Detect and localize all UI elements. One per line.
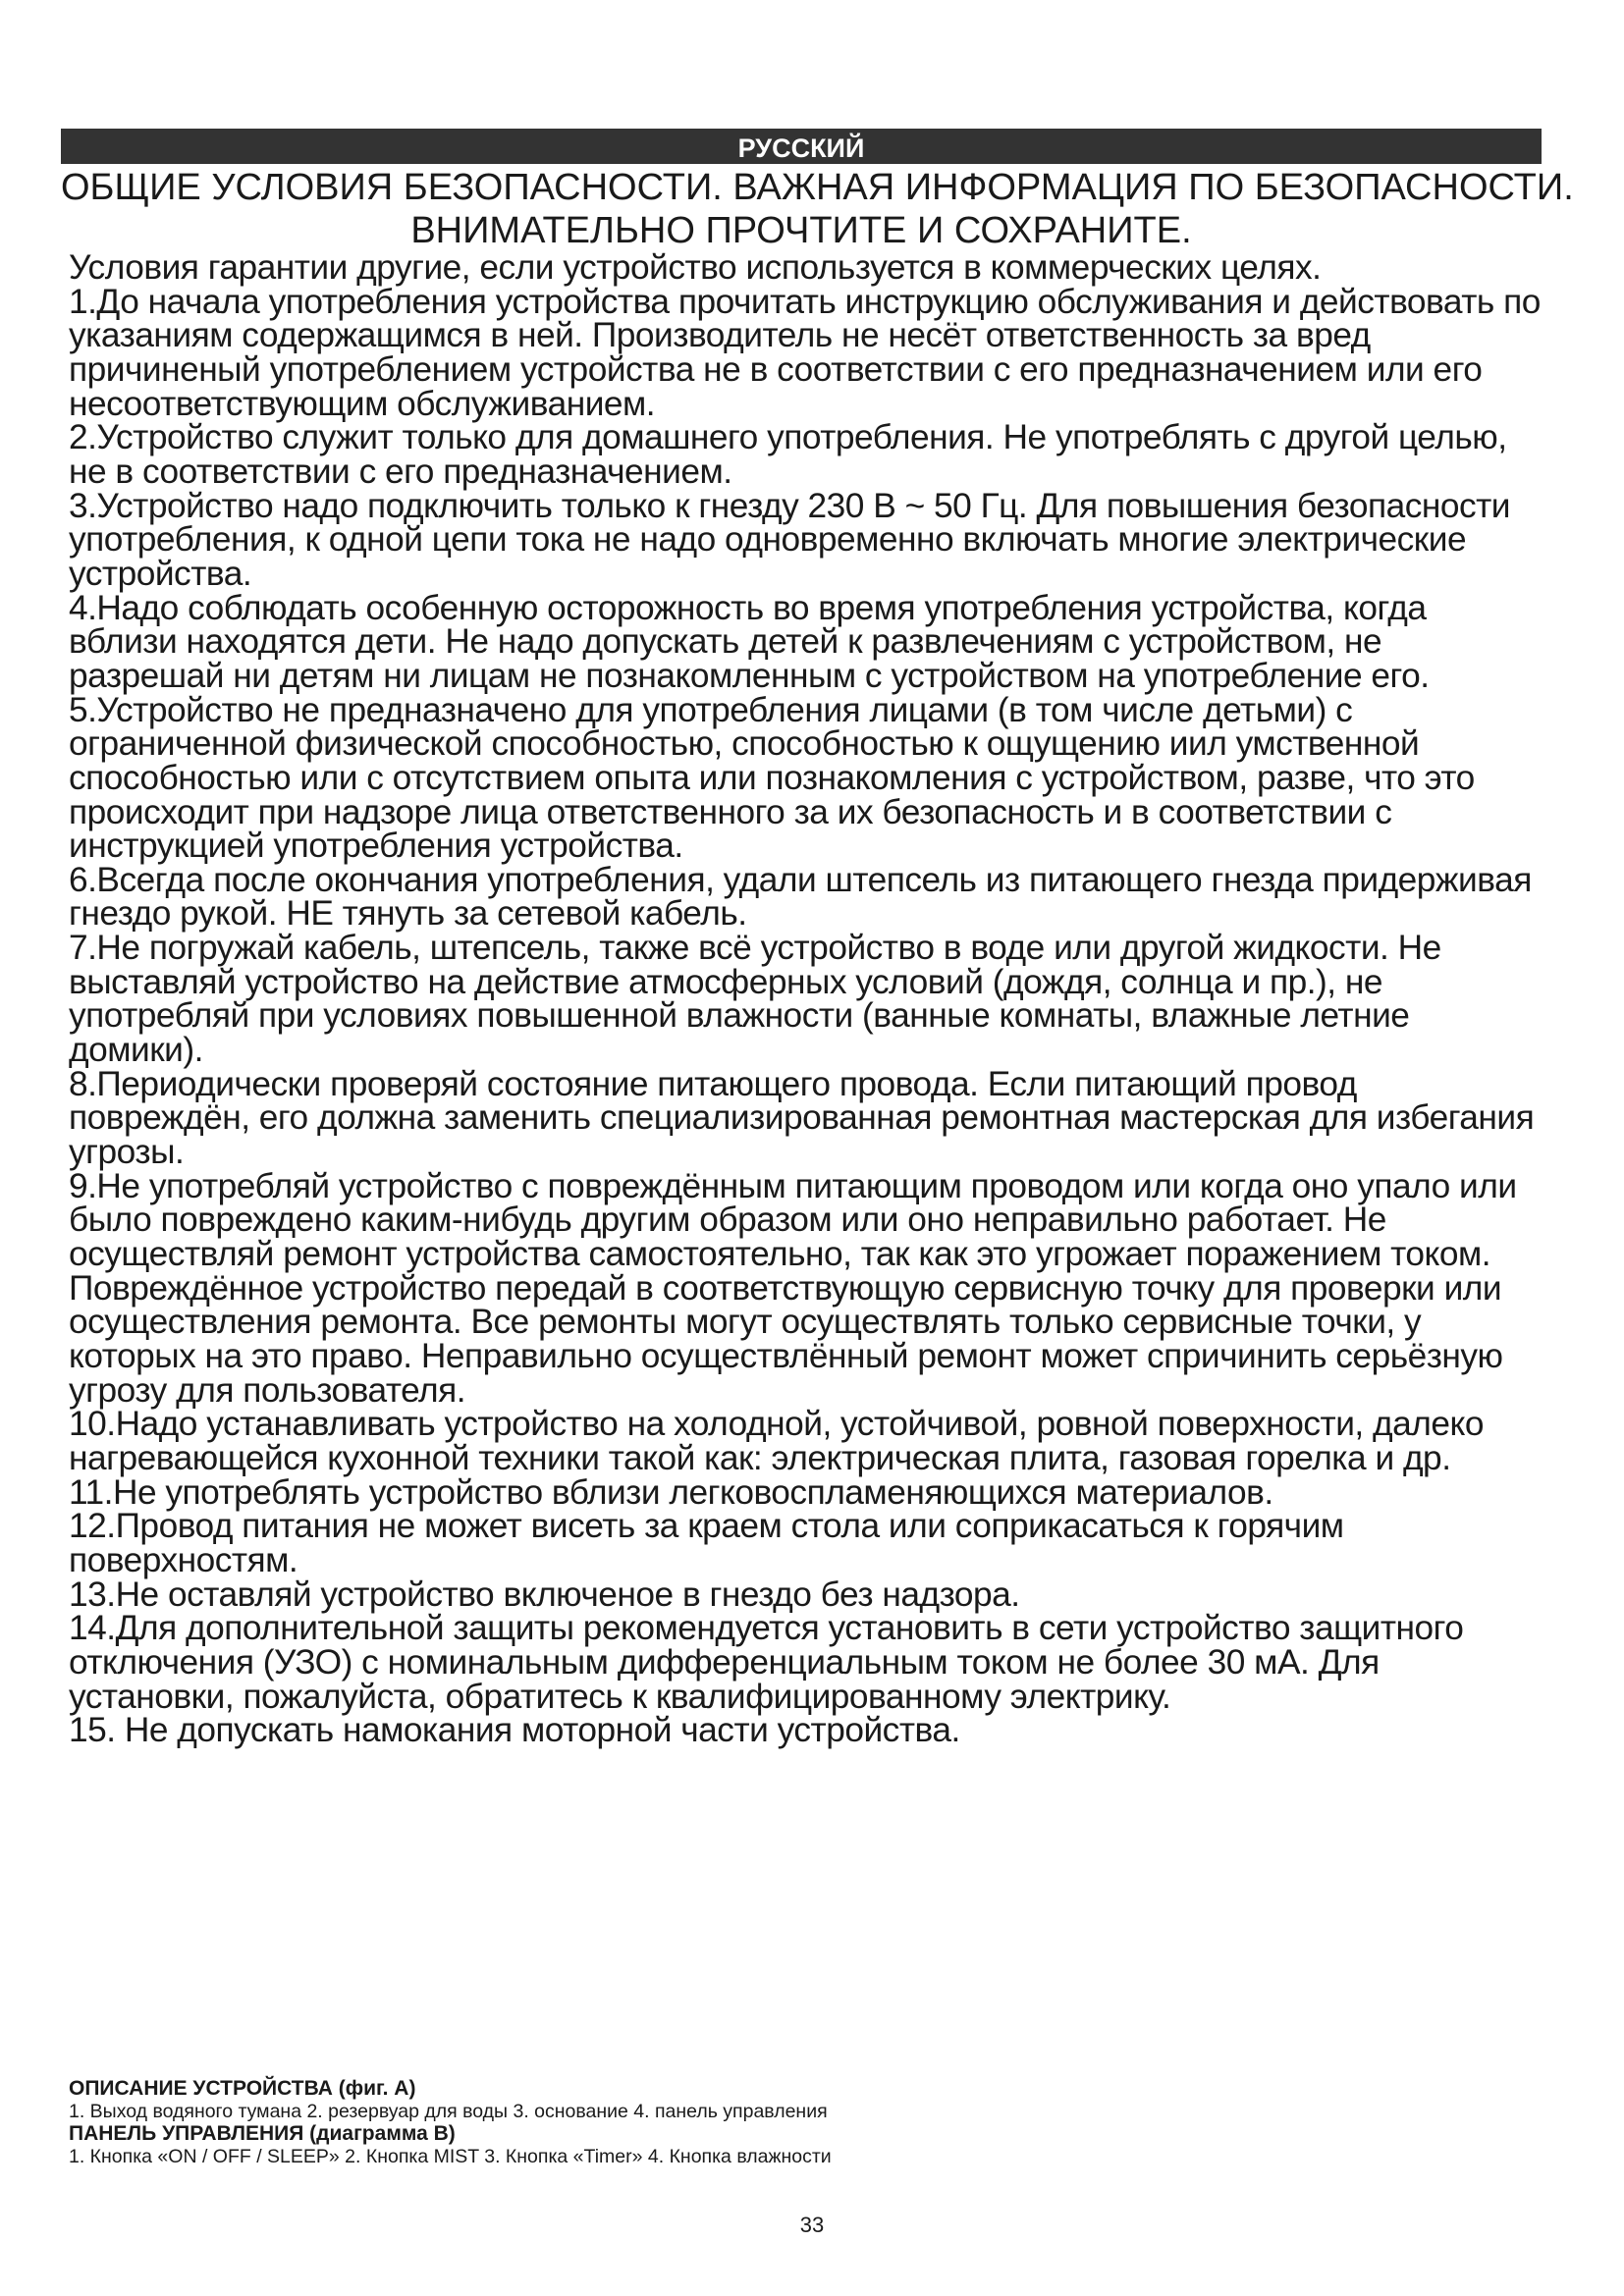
safety-heading-line-1: ОБЩИЕ УСЛОВИЯ БЕЗОПАСНОСТИ. ВАЖНАЯ ИНФОРМАЦИЯ ПО БЕЗОПАСНОСТИ.	[61, 167, 1574, 208]
safety-item-15: 15. Не допускать намокания моторной части устройства.	[69, 1711, 960, 1750]
language-header-bar: РУССКИЙ	[61, 129, 1542, 164]
safety-item-6: 6.Всегда после окончания употребления, удали штепсель из питающего гнезда придерживая гнездо рукой. НЕ тянуть за сетевой кабель.	[69, 860, 1532, 934]
device-description-section	[69, 2077, 1542, 2167]
safety-item-10: 10.Надо устанавливать устройство на холодной, устойчивой, ровной поверхности, далеко нагревающейся кухонной техники такой как: электрическая плита, газовая горелка и др.	[69, 1405, 1484, 1477]
device-description-items: 1. Выход водяного тумана 2. резервуар для воды 3. основание 4. панель управления	[69, 2101, 828, 2122]
safety-item-2: 2.Устройство служит только для домашнего употребления. Не употреблять с другой целью, не в соответствии с его предназначением.	[69, 418, 1507, 491]
control-panel-items: 1. Кнопка «ON / OFF / SLEEP» 2. Кнопка MIST 3. Кнопка «Timer» 4. Кнопка влажности	[69, 2146, 832, 2167]
safety-item-9: 9.Не употребляй устройство с повреждённым питающим проводом или когда оно упало или было повреждено каким-нибудь другим образом или оно неправильно работает. Не осуществляй ремонт устройства самостоятельно, так как это угрожает поражением током. Повреждённое устройство передай в соответствующую сервисную точку для проверки или осуществления ремонта. Все ремонты могут осуществлять только сервисные точки, у которых на это право. Неправильно осуществлённый ремонт может спричинить серьёзную угрозу для пользователя.	[69, 1166, 1517, 1410]
safety-instructions	[69, 248, 1542, 1750]
control-panel-title: ПАНЕЛЬ УПРАВЛЕНИЯ (диаграмма B)	[69, 2122, 456, 2145]
safety-item-11: 11.Не употреблять устройство вблизи легковоспламеняющихся материалов.	[69, 1472, 1273, 1512]
safety-heading-line-2: ВНИМАТЕЛЬНО ПРОЧТИТЕ И СОХРАНИТЕ.	[410, 210, 1192, 251]
safety-item-1: 1.До начала употребления устройства прочитать инструкцию обслуживания и действовать по указаниям содержащимся в ней. Производитель не несёт ответственность за вред причиненый употреблением устройства не в соответствии с его предназначением или его несоответствующим обслуживанием.	[69, 282, 1541, 423]
warranty-note: Условия гарантии другие, если устройство используется в коммерческих целях.	[69, 248, 1322, 287]
safety-item-8: 8.Периодически проверяй состояние питающего провода. Если питающий провод повреждён, его должна заменить специализированная ремонтная мастерская для избегания угрозы.	[69, 1064, 1535, 1172]
safety-item-13: 13.Не оставляй устройство включеное в гнездо без надзора.	[69, 1575, 1020, 1614]
safety-item-3: 3.Устройство надо подключить только к гнезду 230 В ~ 50 Гц. Для повышения безопасности употребления, к одной цепи тока не надо одновременно включать многие электрические устройства.	[69, 486, 1511, 593]
device-description-title: ОПИСАНИЕ УСТРОЙСТВА (фиг. A)	[69, 2077, 416, 2100]
safety-item-7: 7.Не погружай кабель, штепсель, также всё устройство в воде или другой жидкости. Не выставляй устройство на действие атмосферных условий (дождя, солнца и пр.), не употребляй при условиях повышенной влажности (ванные комнаты, влажные летние домики).	[69, 929, 1441, 1070]
safety-item-12: 12.Провод питания не может висеть за краем стола или соприкасаться к горячим поверхностям.	[69, 1507, 1344, 1579]
safety-heading	[61, 166, 1574, 252]
safety-item-4: 4.Надо соблюдать особенную осторожность во время употребления устройства, когда вблизи находятся дети. Не надо допускать детей к развлечениям с устройством, не разрешай ни детям ни лицам не познакомленным с устройством на употребление его.	[69, 588, 1430, 695]
safety-item-14: 14.Для дополнительной защиты рекомендуется установить в сети устройство защитного отключения (УЗО) с номинальным дифференциальным током не более 30 мА. Для установки, пожалуйста, обратитесь к квалифицированному электрику.	[69, 1609, 1464, 1716]
safety-item-5: 5.Устройство не предназначено для употребления лицами (в том числе детьми) с ограниченной физической способностью, способностью к ощущению иил умственной способностью или с отсутствием опыта или познакомления с устройством, разве, что это происходит при надзоре лица ответственного за их безопасность и в соответствии с инструкцией употребления устройства.	[69, 690, 1475, 866]
page-number: 33	[799, 2213, 825, 2237]
